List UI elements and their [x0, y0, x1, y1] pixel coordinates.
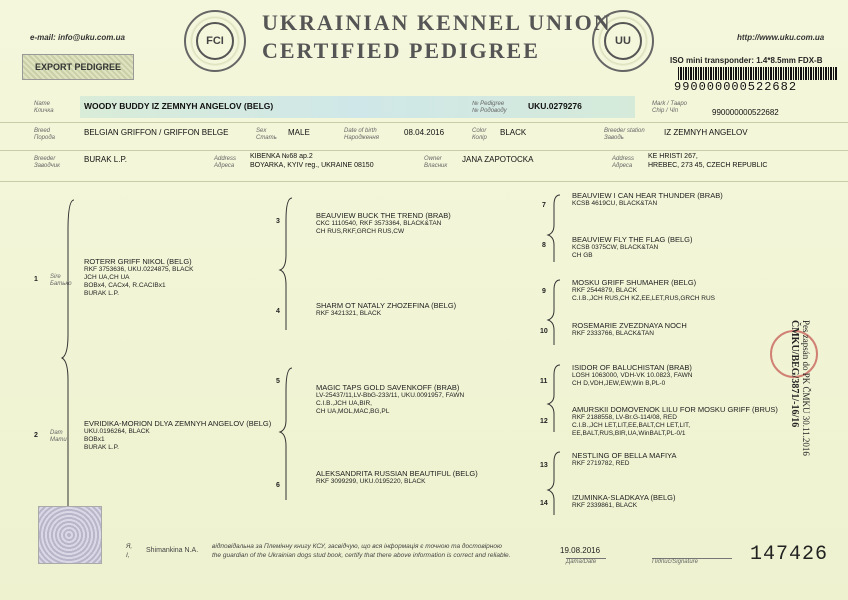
sire-label: Sire Батько	[50, 274, 72, 287]
color-label: Color Колір	[472, 128, 487, 141]
great-grandparent-entry: AMURSKII DOMOVENOK LILU FOR MOSKU GRIFF (BRUS) RKF 2188558, LV-Br.G-114/08, RED C.I.B.,JCH LET,LIT,EE,BALT,CH LET,LIT, EE,BALT,RUS,BIR,UA,WinBALT,PL-0/1	[572, 405, 778, 437]
website-text: http://www.uku.com.ua	[737, 33, 825, 42]
certification-text: відповідальна за Племінну книгу КСУ, засвідчую, що вся інформація є точною та достовірною the guardian of the Ukrainian dogs stud book, certify that there above information is correct and reliable.	[212, 543, 511, 559]
great-grandparent-entry: MOSKU GRIFF SHUMAHER (BELG) RKF 2544879, BLACK C.I.B.,JCH RUS,CH KZ,EE,LET,RUS,GRCH RUS	[572, 278, 716, 302]
ancestor-number: 9	[542, 288, 546, 295]
ancestor-number: 7	[542, 202, 546, 209]
grandparent-entry: ALEKSANDRITA RUSSIAN BEAUTIFUL (BELG) RKF 3099299, UKU.0195220, BLACK	[316, 469, 478, 485]
ancestor-number: 4	[276, 308, 280, 315]
date-label: Дата/Date	[566, 558, 606, 566]
dam-label: Dam Мати	[50, 430, 67, 443]
serial-number: 147426	[750, 543, 829, 566]
ancestor-number: 3	[276, 218, 280, 225]
great-grandparent-entry: ISIDOR OF BALUCHISTAN (BRAB) LOSH 1063000, VDH-VK 10.0823, FAWN CH D,VDH,JEW,EW,Win B,PL-0	[572, 363, 693, 387]
ancestor-number: 13	[540, 462, 548, 469]
title-certified-pedigree: CERTIFIED PEDIGREE	[262, 38, 540, 63]
owner-address-label: Address Адреса	[612, 156, 635, 169]
ancestor-number: 6	[276, 482, 280, 489]
dob-label: Date of birth Народження	[344, 128, 379, 141]
name-label: Name Кличка	[34, 101, 54, 114]
ancestor-number: 10	[540, 328, 548, 335]
breeder-station-value: IZ ZEMNYH ANGELOV	[664, 128, 748, 137]
breeder-address: KIBENKA №68 ap.2 BOYARKA, KYIV reg., UKRAINE 08150	[250, 153, 374, 169]
ancestor-number: 2	[34, 432, 38, 439]
export-pedigree-badge: EXPORT PEDIGREE	[22, 54, 134, 80]
great-grandparent-entry: IZUMINKA-SLADKAYA (BELG) RKF 2339861, BLACK	[572, 493, 676, 509]
dog-name: WOODY BUDDY IZ ZEMNYH ANGELOV (BELG)	[84, 101, 274, 111]
great-grandparent-entry: BEAUVIEW FLY THE FLAG (BELG) KCSB 0375CW, BLACK&TAN CH GB	[572, 235, 693, 259]
great-grandparent-entry: ROSEMARIE ZVEZDNAYA NOCH RKF 2333766, BLACK&TAN	[572, 321, 687, 337]
color-value: BLACK	[500, 128, 527, 137]
issue-date: 19.08.2016	[560, 546, 601, 555]
hologram-seal	[38, 506, 102, 564]
ancestor-number: 11	[540, 378, 548, 385]
fci-logo-text: FCI	[196, 22, 234, 60]
grandparent-entry: SHARM OT NATALY ZHOZEFINA (BELG) RKF 3421321, BLACK	[316, 301, 457, 317]
chip-number: 990000000522682	[712, 108, 779, 117]
email-text: e-mail: info@uku.com.ua	[30, 33, 125, 42]
dob-value: 08.04.2016	[404, 128, 445, 137]
breeder-address-label: Address Адреса	[214, 156, 237, 169]
ancestor-number: 8	[542, 242, 546, 249]
iso-transponder-label: ISO mini transponder: 1.4*8.5mm FDX-B	[670, 56, 823, 65]
breeder-value: BURAK L.P.	[84, 155, 127, 164]
owner-address: KE HRISTI 267, HREBEC, 273 45, CZECH REPUBLIC	[648, 153, 768, 169]
owner-label: Owner Власник	[424, 156, 448, 169]
sex-label: Sex Стать	[256, 128, 277, 141]
signature-label: Підпис/Signature	[652, 558, 732, 566]
breeder-label: Breeder Заводчик	[34, 156, 60, 169]
uku-logo-mark: UU	[604, 22, 642, 60]
pedigree-number: UKU.0279276	[528, 101, 582, 111]
signer-name: Shimankina N.A.	[146, 547, 199, 554]
great-grandparent-entry: NESTLING OF BELLA MAFIYA RKF 2719782, RED	[572, 451, 677, 467]
footer-i: Я, I,	[126, 543, 133, 559]
mark-chip-label: Mark / Тавро Chip / Чіп	[652, 101, 688, 114]
barcode-number: 990000000522682	[674, 80, 798, 94]
breed-value: BELGIAN GRIFFON / GRIFFON BELGE	[84, 128, 229, 137]
grandparent-entry: MAGIC TAPS GOLD SAVENKOFF (BRAB) LV-25437/11,LV-BbG-233/11, UKU.0091957, FAWN C.I.B.,JCH UA,BIR, CH UA,MOL,MAC,BG,PL	[316, 383, 465, 415]
ancestor-number: 1	[34, 276, 38, 283]
registration-note: Pes zapsán do PK ČMKU 30.11.2016 ČMKU/BEG/3871/-16/16	[789, 320, 811, 456]
sex-value: MALE	[288, 128, 310, 137]
owner-value: JANA ZAPOTOCKA	[462, 155, 534, 164]
breeder-station-label: Breeder station Заводь	[604, 128, 645, 141]
breed-label: Breed Порода	[34, 128, 56, 141]
ancestor-number: 12	[540, 418, 548, 425]
pedigree-no-label: № Pedigree № Родоводу	[472, 101, 507, 114]
ancestor-number: 5	[276, 378, 280, 385]
grandparent-entry: BEAUVIEW BUCK THE TREND (BRAB) CKC 1110540, RKF 3573364, BLACK&TAN CH RUS,RKF,GRCH RUS,CW	[316, 211, 451, 235]
title-kennel-union: UKRAINIAN KENNEL UNION	[262, 10, 612, 35]
sire-entry: ROTERR GRIFF NIKOL (BELG) RKF 3753636, UKU.0224875, BLACK JCH UA,CH UA BOBx4, CACx4, R.CACIBx1 BURAK L.P.	[84, 257, 194, 297]
great-grandparent-entry: BEAUVIEW I CAN HEAR THUNDER (BRAB) KCSB 4619CU, BLACK&TAN	[572, 191, 723, 207]
ancestor-number: 14	[540, 500, 548, 507]
dam-entry: EVRIDIKA-MORION DLYA ZEMNYH ANGELOV (BELG) UKU.0196264, BLACK BOBx1 BURAK L.P.	[84, 419, 272, 451]
